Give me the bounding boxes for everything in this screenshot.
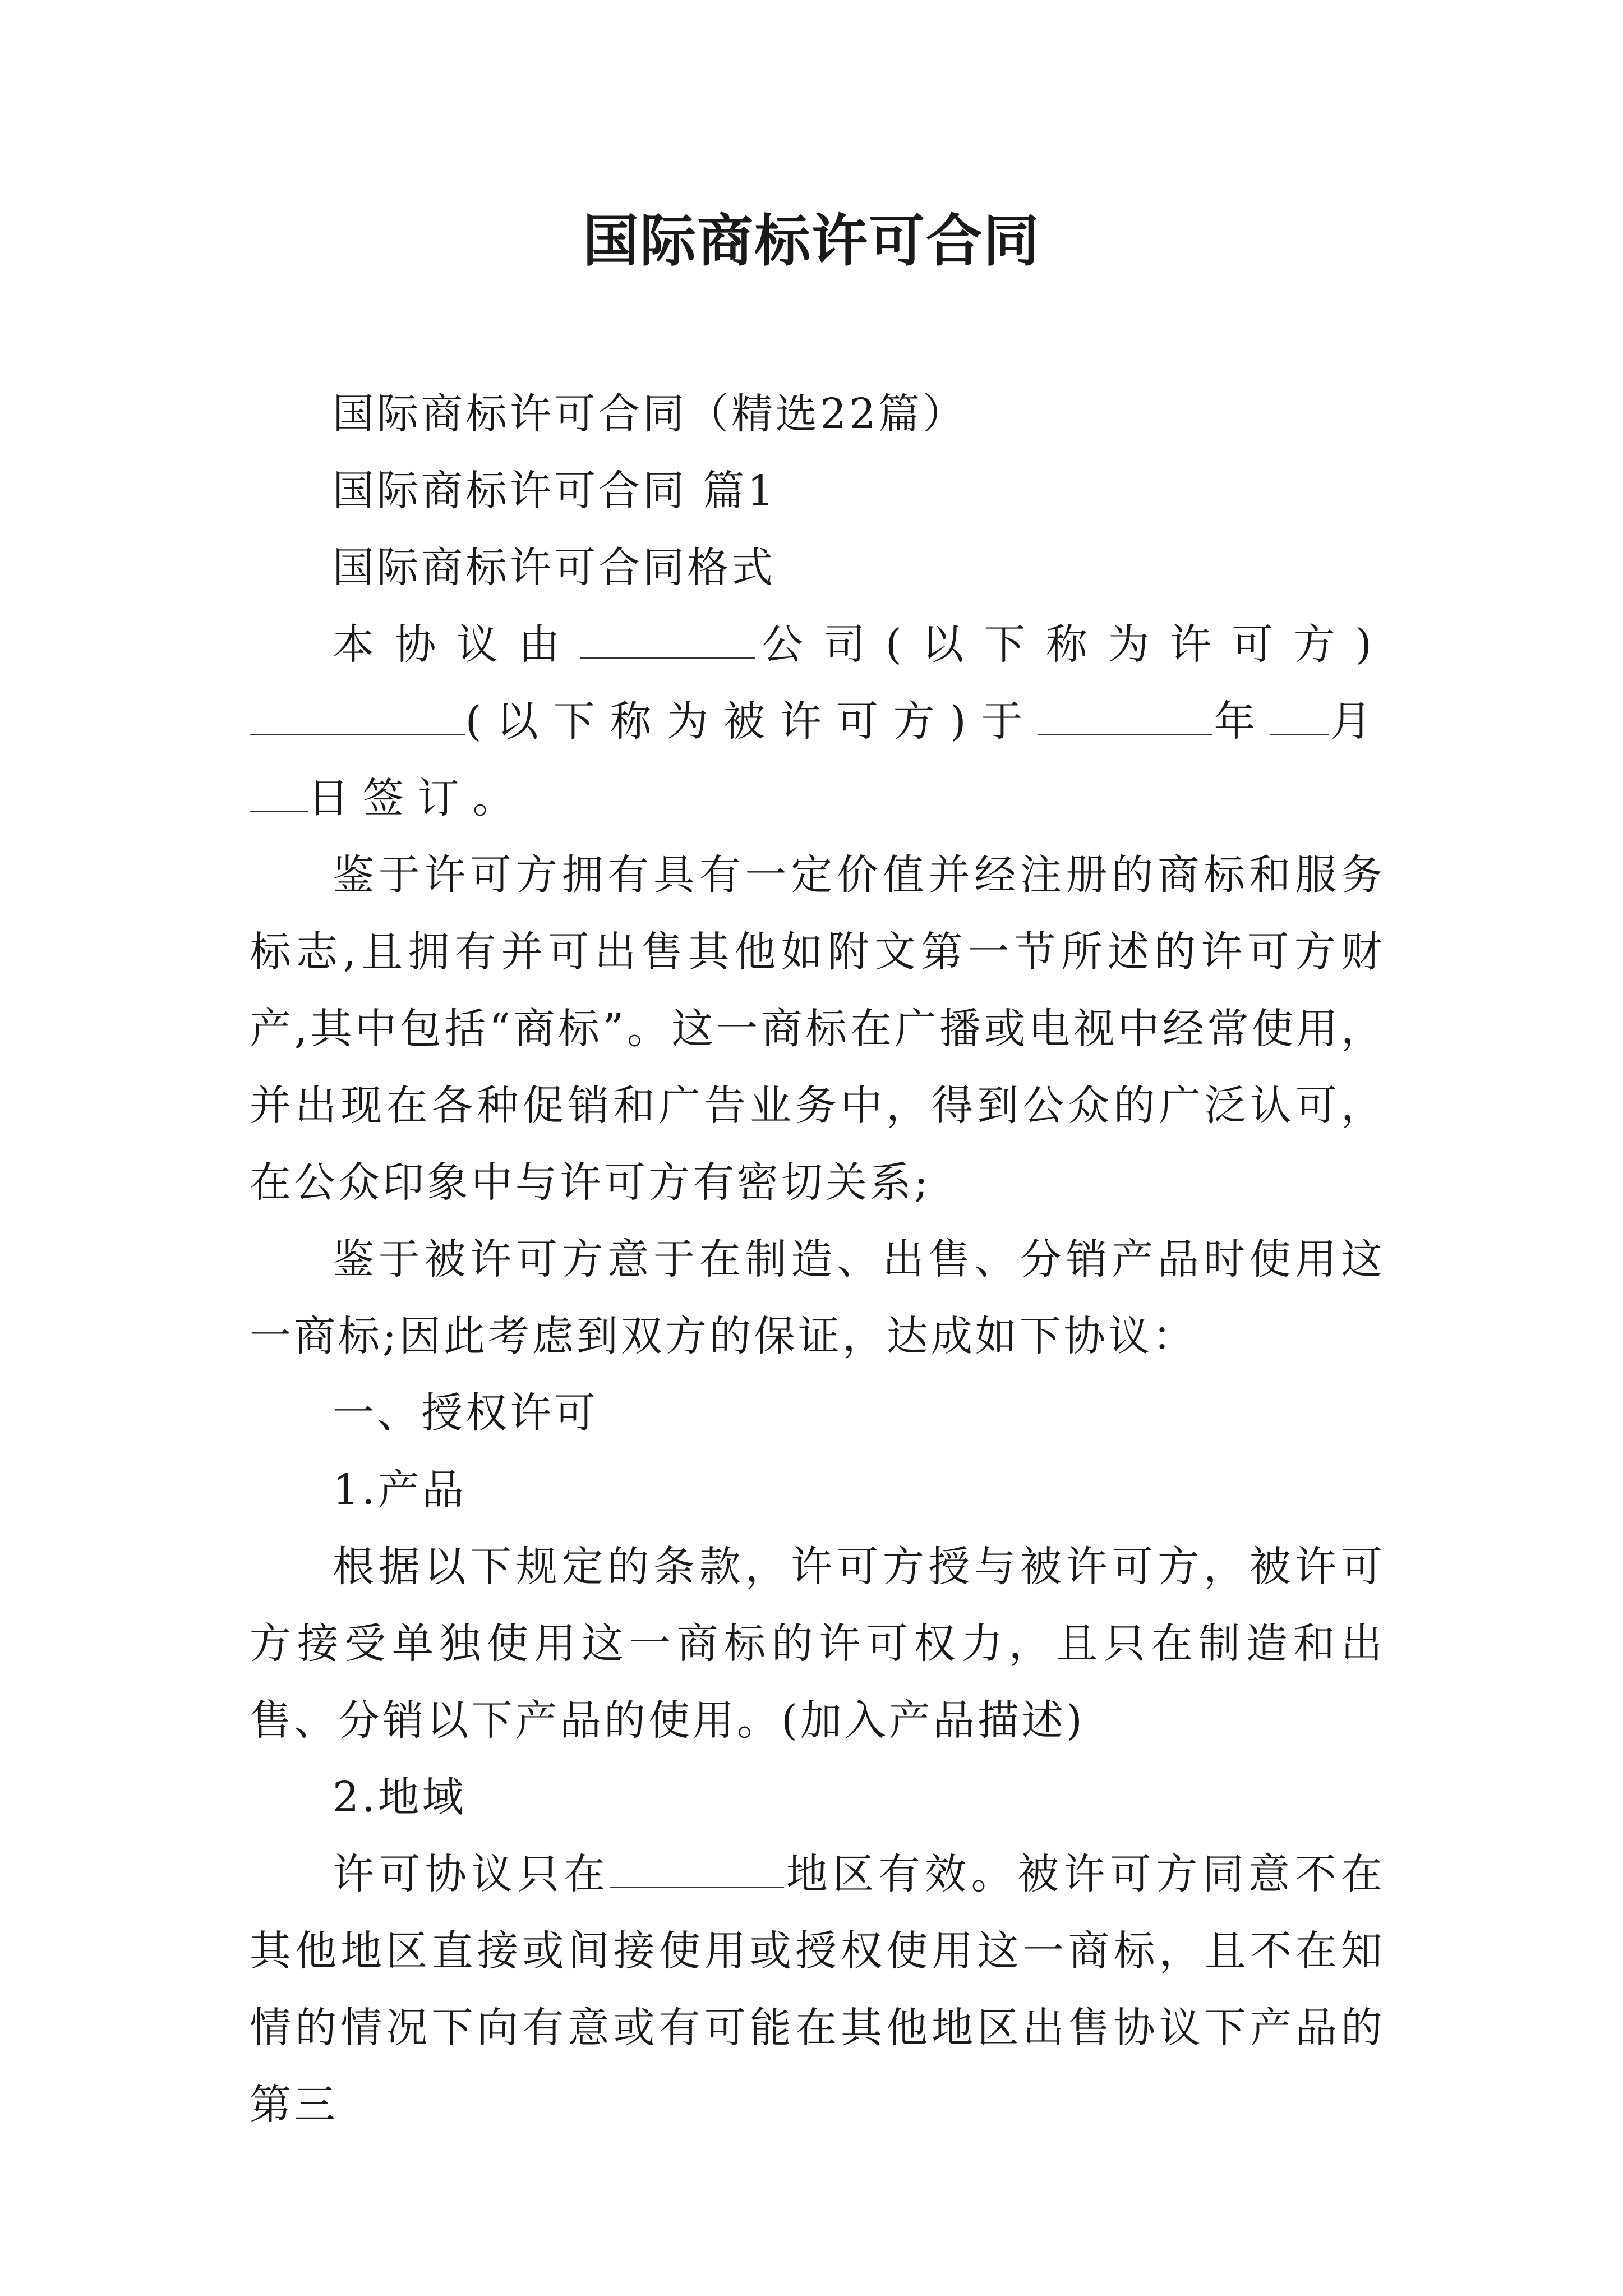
blank-licensor-name	[580, 618, 755, 659]
parties-text-6: 日签订。	[307, 774, 528, 822]
parties-text-3: (以下称为被许可方)于	[465, 697, 1038, 746]
parties-text-1: 本协议由	[333, 620, 580, 669]
document-body	[250, 376, 1385, 2143]
paragraph-section-title: 国际商标许可合同 篇1	[333, 467, 777, 515]
subsection-heading-territory: 2.地域	[333, 1773, 467, 1821]
parties-text-2: 公司(以下称为许可方)	[754, 620, 1386, 669]
paragraph-whereas-licensee: 鉴于被许可方意于在制造、出售、分销产品时使用这一商标;因此考虑到双方的保证，达成如下协议：	[250, 1235, 1385, 1360]
paragraph-subtitle: 国际商标许可合同（精选22篇）	[333, 390, 967, 438]
parties-text-5: 月	[1329, 697, 1386, 746]
blank-year	[1038, 694, 1212, 735]
territory-text-2: 地区有效。被许可方同意不在其他地区直接或间接使用或授权使用这一商标，且不在知情的情况下向有意或有可能在其他地区出售协议下产品的第三	[250, 1850, 1386, 2129]
blank-month	[1270, 694, 1329, 735]
blank-licensee-name	[250, 694, 465, 735]
paragraph-parties	[250, 606, 1385, 837]
blank-day	[250, 771, 308, 812]
paragraph-whereas-licensor: 鉴于许可方拥有具有一定价值并经注册的商标和服务标志,且拥有并可出售其他如附文第一节所述的许可方财产,其中包括“商标”。这一商标在广播或电视中经常使用，并出现在各种促销和广告业务中，得到公众的广泛认可，在公众印象中与许可方有密切关系;	[250, 851, 1385, 1207]
section-heading-license: 一、授权许可	[333, 1389, 598, 1437]
blank-territory	[610, 1847, 785, 1888]
subsection-heading-product: 1.产品	[333, 1466, 467, 1514]
paragraph-product-clause: 根据以下规定的条款，许可方授与被许可方，被许可方接受单独使用这一商标的许可权力，且只在制造和出售、分销以下产品的使用。(加入产品描述)	[250, 1543, 1385, 1745]
parties-text-4: 年	[1212, 697, 1271, 746]
paragraph-format-title: 国际商标许可合同格式	[333, 544, 776, 592]
territory-text-1: 许可协议只在	[333, 1850, 610, 1898]
paragraph-territory-clause	[250, 1836, 1385, 2143]
document-title: 国际商标许可合同	[583, 208, 1040, 274]
